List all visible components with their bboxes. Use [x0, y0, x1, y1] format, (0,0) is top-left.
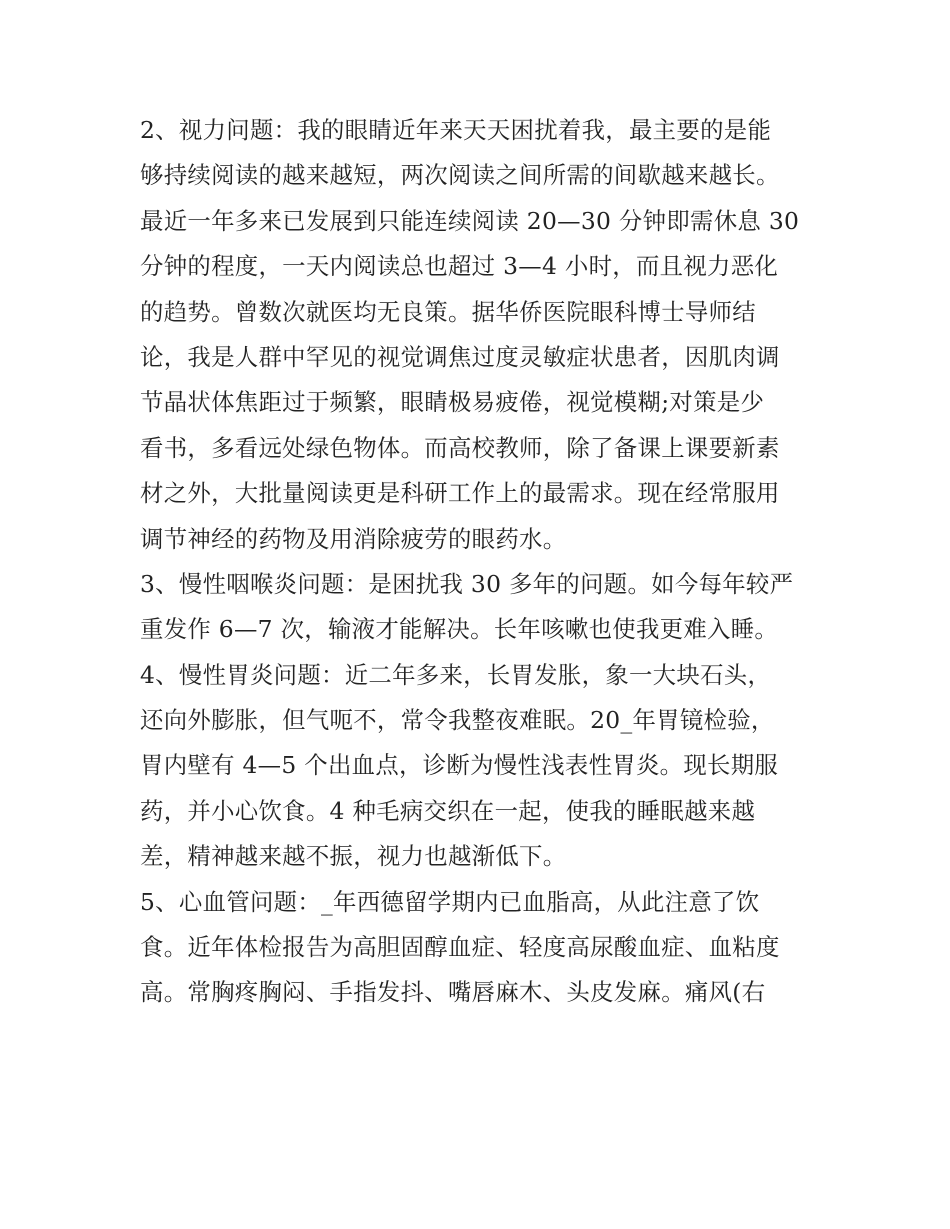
text-line: 的趋势。曾数次就医均无良策。据华侨医院眼科博士导师结 — [140, 297, 756, 326]
text-line: 够持续阅读的越来越短，两次阅读之间所需的间歇越来越长。 — [140, 161, 780, 190]
document-body — [140, 108, 820, 1016]
text-line: 5、心血管问题：_年西德留学期内已血脂高，从此注意了饮 — [140, 887, 760, 916]
text-line: 胃内壁有 4—5 个出血点，诊断为慢性浅表性胃炎。现长期服 — [140, 751, 779, 780]
text-line: 重发作 6—7 次，输液才能解决。长年咳嗽也使我更难入睡。 — [140, 615, 779, 644]
text-line: 高。常胸疼胸闷、手指发抖、嘴唇麻木、头皮发麻。痛风(右 — [140, 978, 766, 1007]
text-line: 还向外膨胀，但气呃不，常令我整夜难眠。20_年胃镜检验， — [140, 706, 775, 735]
text-line: 4、慢性胃炎问题：近二年多来，长胃发胀，象一大块石头， — [140, 660, 772, 689]
text-line: 调节神经的药物及用消除疲劳的眼药水。 — [140, 524, 567, 553]
text-line: 2、视力问题：我的眼睛近年来天天困扰着我，最主要的是能 — [140, 116, 772, 144]
text-line: 看书，多看远处绿色物体。而高校教师，除了备课上课要新素 — [140, 433, 780, 462]
text-line: 论，我是人群中罕见的视觉调焦过度灵敏症状患者，因肌肉调 — [140, 342, 780, 371]
text-line: 药，并小心饮食。4 种毛病交织在一起，使我的睡眠越来越 — [140, 796, 756, 825]
text-line: 差，精神越来越不振，视力也越渐低下。 — [140, 842, 567, 871]
text-line: 3、慢性咽喉炎问题：是困扰我 30 多年的问题。如今每年较严 — [140, 569, 794, 598]
text-line: 分钟的程度，一天内阅读总也超过 3—4 小时，而且视力恶化 — [140, 252, 779, 281]
text-line: 食。近年体检报告为高胆固醇血症、轻度高尿酸血症、血粘度 — [140, 933, 780, 962]
text-line: 节晶状体焦距过于频繁，眼睛极易疲倦，视觉模糊;对策是少 — [140, 388, 765, 417]
text-line: 材之外，大批量阅读更是科研工作上的最需求。现在经常服用 — [140, 479, 780, 508]
text-line: 最近一年多来已发展到只能连续阅读 20—30 分钟即需休息 30 — [140, 206, 800, 235]
